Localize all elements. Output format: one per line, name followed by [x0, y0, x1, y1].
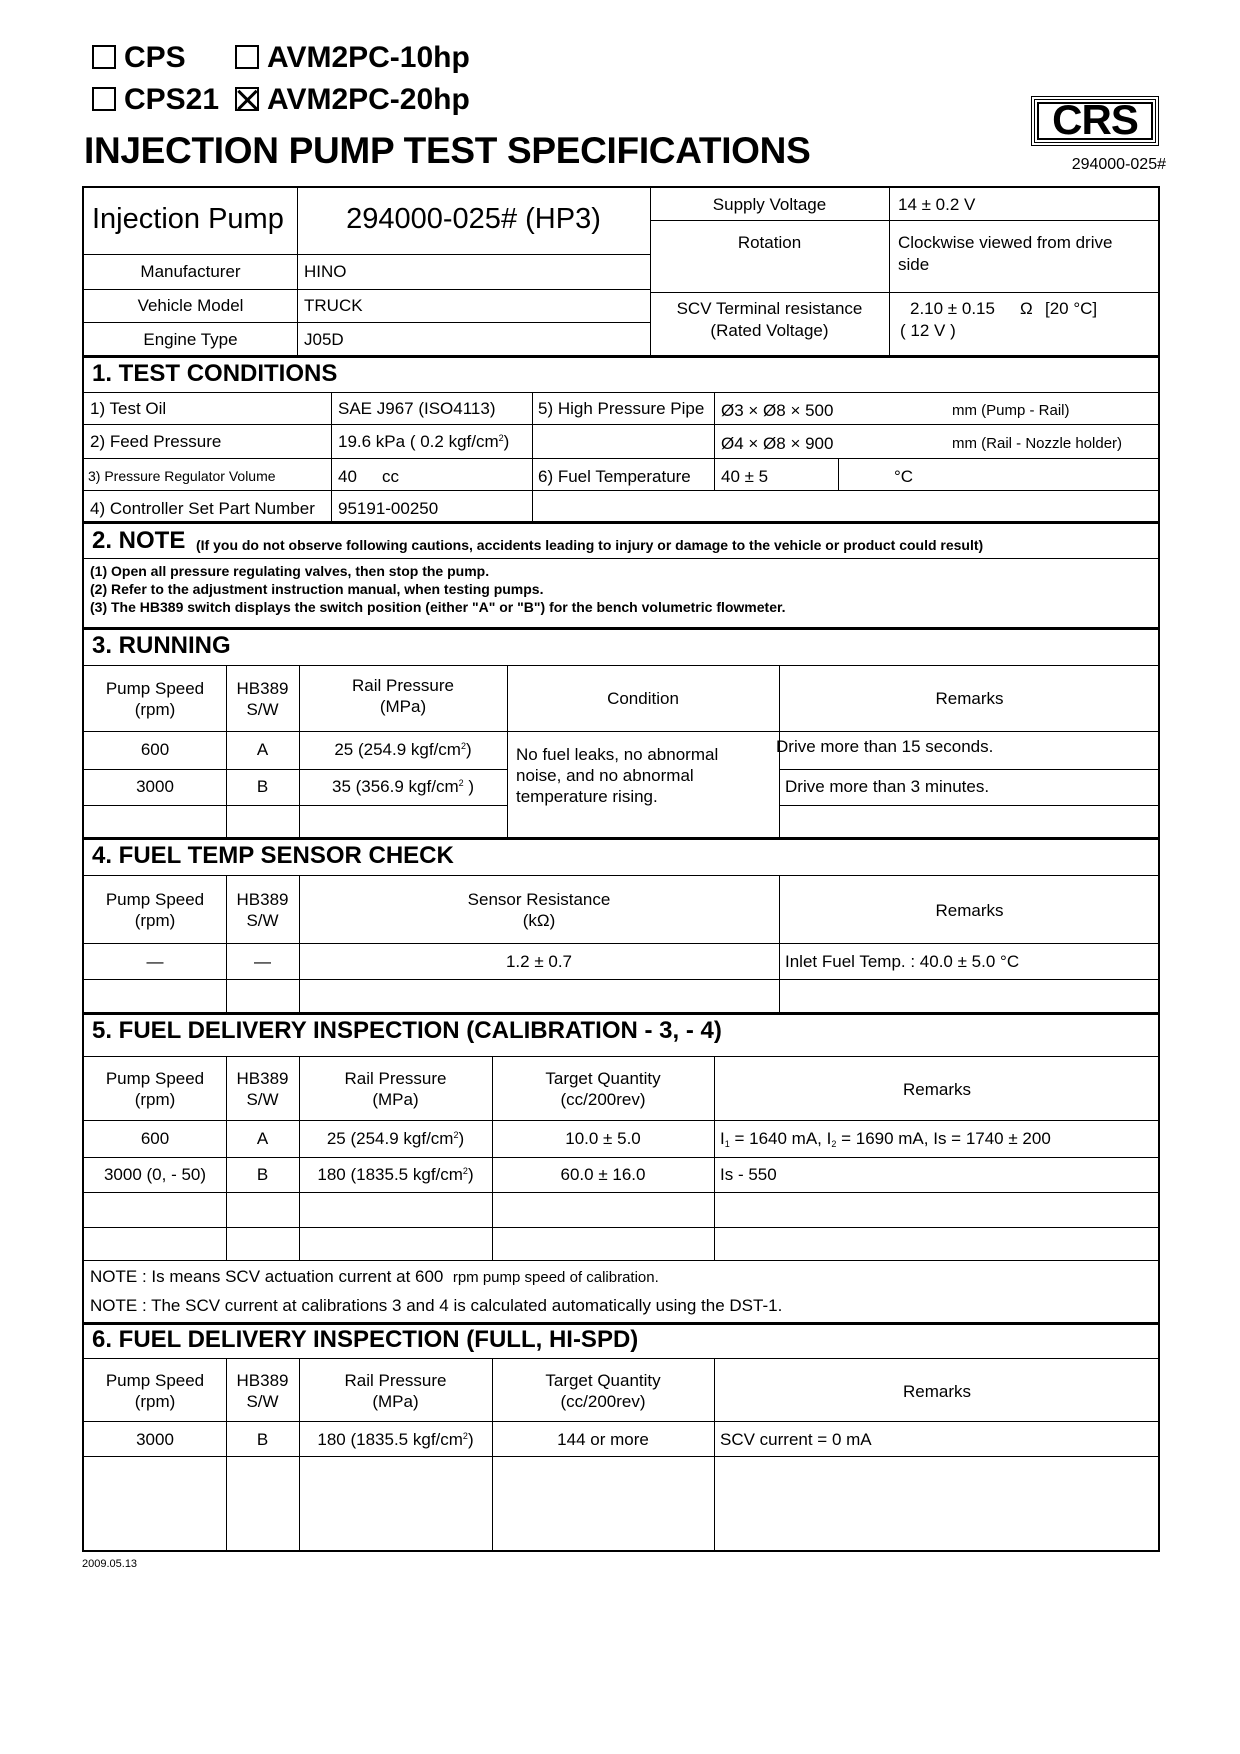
full-row-remarks: SCV current = 0 mA	[720, 1430, 872, 1449]
calibration-note-2: NOTE : The SCV current at calibrations 3 and 4 is calculated automatically using the DST-1.	[90, 1296, 783, 1315]
calibration-row-2-remarks: Is - 550	[720, 1165, 777, 1184]
checkbox-cps21[interactable]: CPS21	[92, 82, 219, 118]
manufacturer-value: HINO	[304, 262, 347, 281]
running-condition-line-3: temperature rising.	[516, 787, 658, 806]
section-test-conditions-title: 1. TEST CONDITIONS	[92, 360, 338, 387]
test-oil-value: SAE J967 (ISO4113)	[338, 399, 496, 418]
document-code: 294000-025#	[1071, 156, 1166, 173]
full-row-speed: 3000	[136, 1430, 174, 1449]
full-row-quantity: 144 or more	[557, 1430, 649, 1449]
sensor-row-resistance: 1.2 ± 0.7	[505, 952, 573, 971]
crs-badge: CRS	[1031, 96, 1159, 146]
checkbox-cps[interactable]: CPS	[92, 40, 186, 76]
scv-resistance-value: 2.10 ± 0.15	[910, 299, 995, 318]
calibration-row-1-speed: 600	[140, 1129, 170, 1148]
sensor-header-sw: HB389	[236, 890, 289, 909]
checkbox-box[interactable]	[92, 45, 116, 69]
scv-temperature: [20 °C]	[1045, 299, 1098, 318]
full-header-remarks: Remarks	[902, 1382, 971, 1401]
running-header-rail-unit: (MPa)	[379, 697, 427, 716]
running-header-speed: Pump Speed	[105, 679, 205, 698]
ohm-symbol: Ω	[1020, 299, 1033, 318]
running-condition-line-2: noise, and no abnormal	[516, 766, 694, 785]
scv-resistance-label: SCV Terminal resistance	[676, 299, 863, 318]
running-header-rail: Rail Pressure	[351, 676, 455, 695]
running-row-1-sw: A	[256, 740, 269, 759]
vehicle-model-value: TRUCK	[304, 296, 363, 315]
high-pressure-pipe-2: Ø4 × Ø8 × 900	[721, 434, 834, 453]
checkbox-avm2pc-20hp[interactable]: AVM2PC-20hp	[235, 82, 470, 118]
full-row-rail: 180 (1835.5 kgf/$cm^2$)	[317, 1430, 474, 1449]
sensor-header-remarks: Remarks	[935, 901, 1004, 920]
note-line-3: (3) The HB389 switch displays the switch position (either "A" or "B") for the bench volumetric flowmeter.	[90, 599, 786, 615]
calibration-row-1-remarks: $I_1 = 1640$ mA, $I_2 = 1690$ mA, Is = 1740 ± 200	[720, 1129, 1051, 1149]
section-full-title: 6. FUEL DELIVERY INSPECTION (FULL, HI-SPD)	[92, 1326, 639, 1353]
full-row-sw: B	[256, 1430, 269, 1449]
note-line-2: (2) Refer to the adjustment instruction manual, when testing pumps.	[90, 581, 544, 597]
running-row-2-remarks: Drive more than 3 minutes.	[785, 777, 990, 796]
pressure-regulator-volume-label: 3) Pressure Regulator Volume	[88, 468, 276, 484]
section-calibration-title: 5. FUEL DELIVERY INSPECTION (CALIBRATION - 3, - 4)	[92, 1017, 722, 1044]
calibration-row-2-rail: 180 (1835.5 kgf/$cm^2$)	[317, 1165, 474, 1184]
scv-rated-voltage-label: (Rated Voltage)	[710, 321, 829, 340]
section-note-title: 2. NOTE	[92, 527, 186, 554]
running-row-1-rail: 25 (254.9 kgf/$cm^2$)	[334, 740, 472, 759]
running-header-remarks: Remarks	[935, 689, 1004, 708]
calibration-header-speed-unit: (rpm)	[134, 1090, 176, 1109]
running-header-condition: Condition	[607, 689, 679, 708]
sensor-header-speed-unit: (rpm)	[134, 911, 176, 930]
spec-frame	[82, 186, 1160, 1552]
feed-pressure-value: 19.6 kPa ( 0.2 kgf/$cm^2$)	[338, 432, 510, 451]
sensor-header-resistance-unit: (kΩ)	[522, 911, 556, 930]
running-header-sw-unit: S/W	[246, 700, 279, 719]
calibration-header-sw-unit: S/W	[246, 1090, 279, 1109]
running-header-sw: HB389	[236, 679, 289, 698]
rotation-label: Rotation	[737, 233, 802, 252]
calibration-row-1-sw: A	[256, 1129, 269, 1148]
calibration-header-rail-unit: (MPa)	[372, 1090, 419, 1109]
sensor-row-remarks: Inlet Fuel Temp. : 40.0 ± 5.0 °C	[785, 952, 1020, 971]
fuel-temperature-value: 40 ± 5	[721, 467, 769, 486]
section-sensor-title: 4. FUEL TEMP SENSOR CHECK	[92, 842, 454, 869]
fuel-temperature-label: 6) Fuel Temperature	[538, 467, 691, 486]
checkbox-box-checked[interactable]	[235, 87, 259, 111]
calibration-header-rail: Rail Pressure	[344, 1069, 447, 1088]
calibration-header-quantity-unit: (cc/200rev)	[560, 1090, 646, 1109]
feed-pressure-label: 2) Feed Pressure	[90, 432, 222, 451]
note-subtitle: (If you do not observe following cautions, accidents leading to injury or damage to the vehicle or product could result)	[196, 537, 984, 553]
supply-voltage-value: 14 ± 0.2 V	[898, 195, 976, 214]
supply-voltage-label: Supply Voltage	[712, 195, 827, 214]
document-date: 2009.05.13	[82, 1558, 138, 1570]
manufacturer-label: Manufacturer	[140, 262, 241, 281]
sensor-row-speed: —	[146, 952, 164, 971]
full-header-rail-unit: (MPa)	[372, 1392, 419, 1411]
controller-set-value: 95191-00250	[338, 499, 439, 518]
high-pressure-pipe-1-note: mm (Pump - Rail)	[952, 402, 1070, 419]
calibration-row-1-quantity: 10.0 ± 5.0	[565, 1129, 641, 1148]
calibration-row-2-sw: B	[256, 1165, 269, 1184]
high-pressure-pipe-label: 5) High Pressure Pipe	[538, 399, 705, 418]
checkbox-box[interactable]	[235, 45, 259, 69]
injection-pump-value: 294000-025# (HP3)	[346, 203, 601, 235]
injection-pump-label: Injection Pump	[92, 203, 284, 235]
calibration-header-sw: HB389	[236, 1069, 289, 1088]
full-header-quantity-unit: (cc/200rev)	[560, 1392, 646, 1411]
sensor-row-sw: —	[254, 952, 271, 971]
section-running-title: 3. RUNNING	[92, 632, 231, 659]
full-header-quantity: Target Quantity	[545, 1371, 661, 1390]
calibration-row-2-quantity: 60.0 ± 16.0	[560, 1165, 646, 1184]
running-header-speed-unit: (rpm)	[134, 700, 176, 719]
rotation-value-line-2: side	[898, 255, 930, 274]
calibration-header-speed: Pump Speed	[105, 1069, 205, 1088]
pressure-regulator-volume-value: 40	[338, 467, 357, 486]
pressure-regulator-unit: cc	[382, 467, 399, 486]
running-row-2-speed: 3000	[136, 777, 174, 796]
calibration-row-1-rail: 25 (254.9 kgf/$cm^2$)	[326, 1129, 465, 1148]
controller-set-label: 4) Controller Set Part Number	[90, 499, 315, 518]
running-row-2-sw: B	[256, 777, 269, 796]
note-line-1: (1) Open all pressure regulating valves, then stop the pump.	[90, 563, 490, 579]
scv-rated-voltage-value: ( 12 V )	[900, 321, 956, 340]
page-title: INJECTION PUMP TEST SPECIFICATIONS	[84, 130, 811, 171]
full-header-sw: HB389	[236, 1371, 289, 1390]
running-row-2-rail: 35 (356.9 kgf/$cm^2$ )	[331, 777, 475, 796]
fuel-temperature-unit: °C	[894, 467, 914, 486]
calibration-note-1: NOTE : Is means SCV actuation current at 600 rpm pump speed of calibration.	[90, 1267, 659, 1286]
high-pressure-pipe-2-note: mm (Rail - Nozzle holder)	[952, 435, 1123, 452]
engine-type-value: J05D	[304, 330, 344, 349]
running-row-1-speed: 600	[140, 740, 170, 759]
rotation-value-line-1: Clockwise viewed from drive	[898, 233, 1113, 252]
sensor-header-speed: Pump Speed	[105, 890, 205, 909]
running-condition-line-1: No fuel leaks, no abnormal	[516, 745, 719, 764]
running-row-1-remarks: Drive more than 15 seconds.	[776, 737, 994, 756]
checkbox-avm2pc-10hp[interactable]: AVM2PC-10hp	[235, 40, 470, 76]
full-header-rail: Rail Pressure	[344, 1371, 447, 1390]
vehicle-model-label: Vehicle Model	[137, 296, 244, 315]
sensor-header-resistance: Sensor Resistance	[467, 890, 611, 909]
test-oil-label: 1) Test Oil	[90, 399, 167, 418]
engine-type-label: Engine Type	[143, 330, 238, 349]
full-header-sw-unit: S/W	[246, 1392, 279, 1411]
high-pressure-pipe-1: Ø3 × Ø8 × 500	[721, 401, 834, 420]
calibration-header-quantity: Target Quantity	[545, 1069, 661, 1088]
sensor-header-sw-unit: S/W	[246, 911, 279, 930]
checkbox-box[interactable]	[92, 87, 116, 111]
calibration-row-2-speed: 3000 (0, - 50)	[103, 1165, 207, 1184]
calibration-header-remarks: Remarks	[902, 1080, 971, 1099]
full-header-speed: Pump Speed	[105, 1371, 205, 1390]
full-header-speed-unit: (rpm)	[134, 1392, 176, 1411]
